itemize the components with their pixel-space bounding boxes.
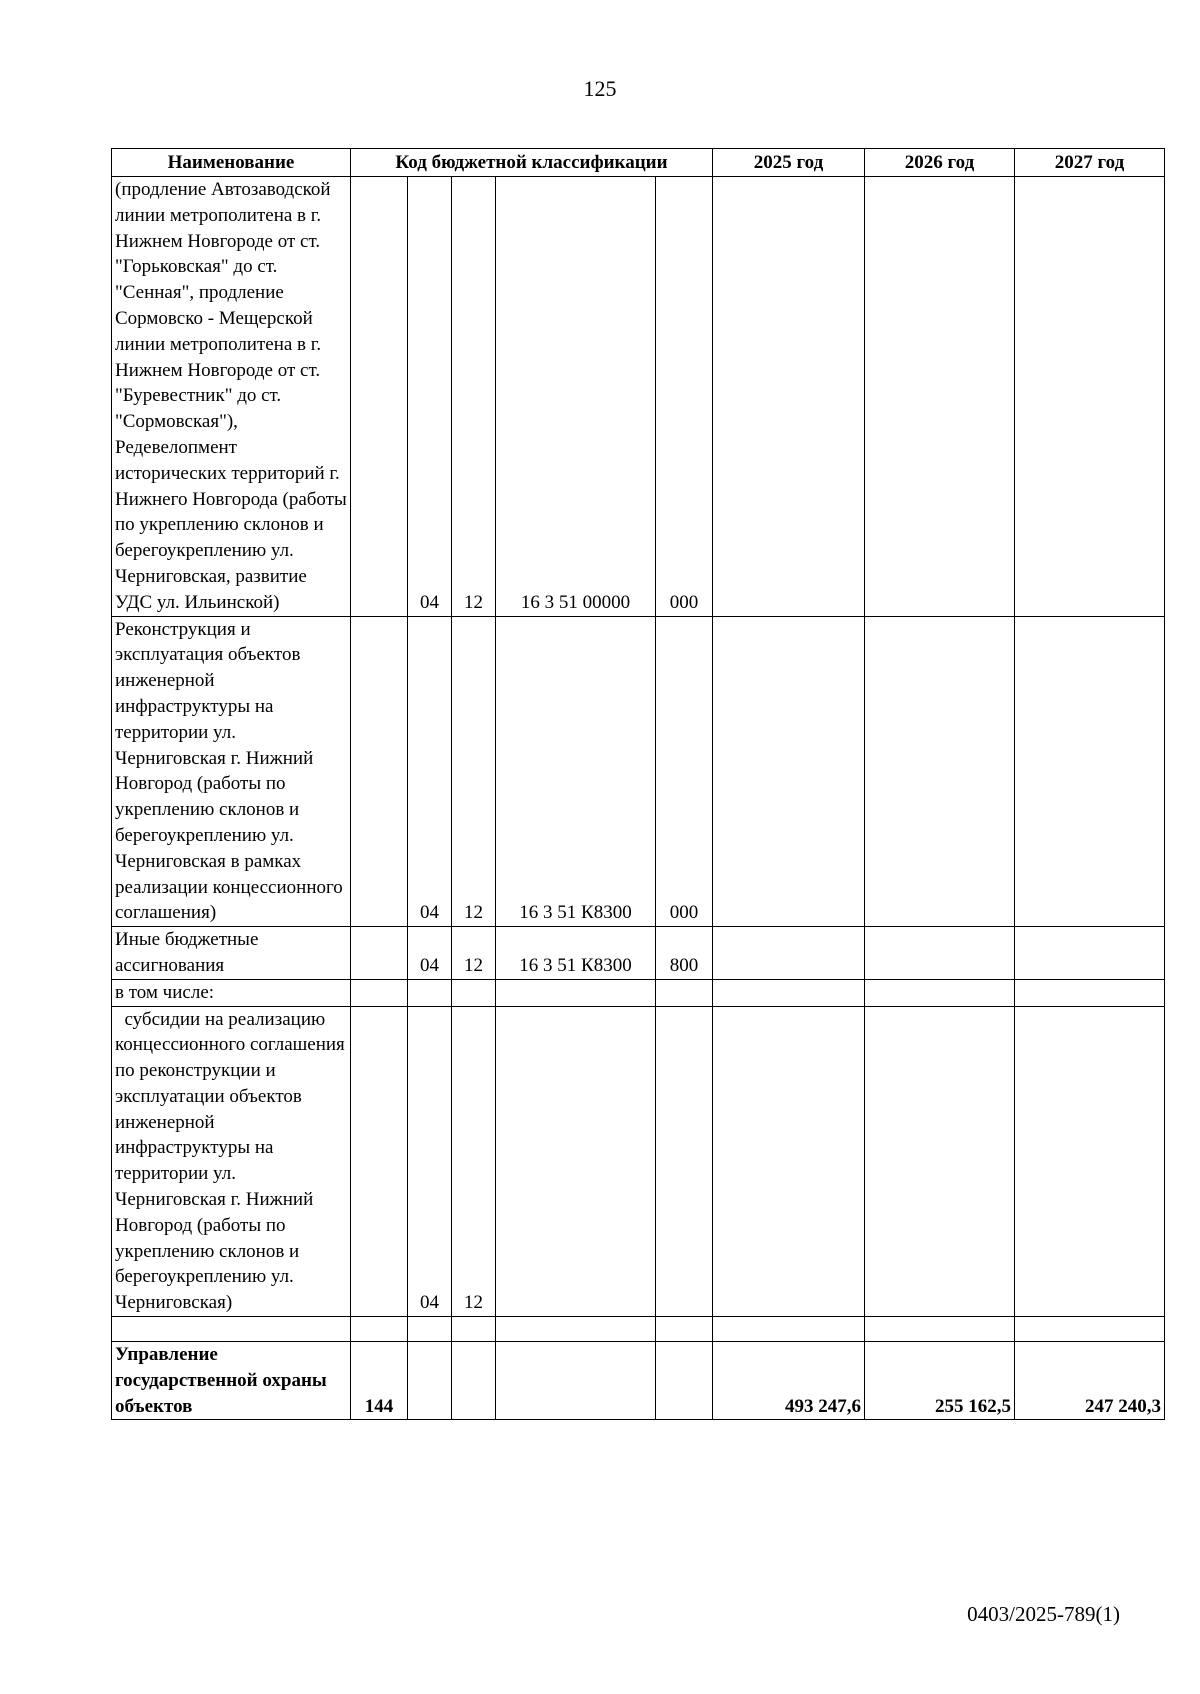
row-value-2026 — [865, 616, 1015, 927]
row-value-2026 — [865, 177, 1015, 617]
row-value-2026 — [865, 1006, 1015, 1317]
row-ministry-code: 144 — [351, 1342, 408, 1420]
row-name: (продление Автозаводской линии метрополитена в г. Нижнем Новгороде от ст. "Горьковская" до ст. "Сенная", продление Сормовско - Мещерской линии метрополитена в г. Нижнем Новгороде от ст. "Буревестник" до ст. "Сормовская"), Редевелопмент исторических территорий г. Нижнего Новгорода (работы по укреплению склонов и берегоукреплению ул. Черниговская, развитие УДС ул. Ильинской) — [112, 177, 351, 617]
table-row-empty — [112, 1317, 1165, 1342]
row-value-2027 — [1015, 616, 1165, 927]
header-name: Наименование — [112, 149, 351, 177]
row-type-code — [656, 1342, 713, 1420]
table-row — [112, 979, 1165, 1006]
row-section-code — [408, 1342, 452, 1420]
row-section-code: 04 — [408, 1006, 452, 1317]
row-section-code — [408, 1317, 452, 1342]
row-section-code: 04 — [408, 927, 452, 980]
table-row — [112, 1006, 1165, 1317]
row-subsection-code: 12 — [452, 1006, 496, 1317]
table-row-total — [112, 1342, 1165, 1420]
row-value-2025 — [713, 616, 865, 927]
row-value-2026: 255 162,5 — [865, 1342, 1015, 1420]
row-value-2025 — [713, 927, 865, 980]
row-value-2027 — [1015, 1317, 1165, 1342]
row-target-code: 16 3 51 00000 — [496, 177, 656, 617]
header-budget-code: Код бюджетной классификации — [351, 149, 713, 177]
row-value-2025 — [713, 177, 865, 617]
table-row — [112, 177, 1165, 617]
row-type-code — [656, 1317, 713, 1342]
row-ministry-code — [351, 1006, 408, 1317]
row-subsection-code: 12 — [452, 177, 496, 617]
row-name: в том числе: — [112, 979, 351, 1006]
row-type-code: 800 — [656, 927, 713, 980]
row-value-2026 — [865, 979, 1015, 1006]
row-target-code — [496, 1342, 656, 1420]
row-ministry-code — [351, 927, 408, 980]
row-name: Управление государственной охраны объектов — [112, 1342, 351, 1420]
row-subsection-code: 12 — [452, 927, 496, 980]
row-target-code: 16 3 51 К8300 — [496, 616, 656, 927]
row-name: субсидии на реализацию концессионного соглашения по реконструкции и эксплуатации объектов инженерной инфраструктуры на территории ул. Черниговская г. Нижний Новгород (работы по укреплению склонов и берегоукреплению ул. Черниговская) — [112, 1006, 351, 1317]
budget-table — [111, 148, 1165, 1420]
row-value-2027 — [1015, 177, 1165, 617]
row-target-code — [496, 1317, 656, 1342]
row-ministry-code — [351, 177, 408, 617]
row-ministry-code — [351, 1317, 408, 1342]
row-type-code: 000 — [656, 616, 713, 927]
row-value-2025 — [713, 979, 865, 1006]
row-type-code — [656, 979, 713, 1006]
row-section-code — [408, 979, 452, 1006]
table-row — [112, 927, 1165, 980]
row-name — [112, 1317, 351, 1342]
row-value-2027 — [1015, 927, 1165, 980]
page-number: 125 — [583, 76, 617, 101]
document-id: 0403/2025-789(1) — [967, 1602, 1120, 1626]
row-subsection-code — [452, 979, 496, 1006]
header-2027: 2027 год — [1015, 149, 1165, 177]
row-subsection-code — [452, 1342, 496, 1420]
row-target-code: 16 3 51 К8300 — [496, 927, 656, 980]
row-target-code — [496, 1006, 656, 1317]
row-type-code: 000 — [656, 177, 713, 617]
row-subsection-code — [452, 1317, 496, 1342]
header-2026: 2026 год — [865, 149, 1015, 177]
row-target-code — [496, 979, 656, 1006]
row-subsection-code: 12 — [452, 616, 496, 927]
row-value-2025 — [713, 1006, 865, 1317]
row-name: Иные бюджетные ассигнования — [112, 927, 351, 980]
row-name: Реконструкция и эксплуатация объектов инженерной инфраструктуры на территории ул. Черниговская г. Нижний Новгород (работы по укреплению склонов и берегоукреплению ул. Черниговская в рамках реализации концессионного соглашения) — [112, 616, 351, 927]
row-value-2027: 247 240,3 — [1015, 1342, 1165, 1420]
row-value-2025 — [713, 1317, 865, 1342]
table-row — [112, 616, 1165, 927]
row-value-2025: 493 247,6 — [713, 1342, 865, 1420]
row-type-code — [656, 1006, 713, 1317]
row-section-code: 04 — [408, 177, 452, 617]
table-header-row — [112, 149, 1165, 177]
row-value-2027 — [1015, 979, 1165, 1006]
row-ministry-code — [351, 616, 408, 927]
row-section-code: 04 — [408, 616, 452, 927]
row-ministry-code — [351, 979, 408, 1006]
row-value-2026 — [865, 927, 1015, 980]
row-value-2027 — [1015, 1006, 1165, 1317]
header-2025: 2025 год — [713, 149, 865, 177]
row-value-2026 — [865, 1317, 1015, 1342]
